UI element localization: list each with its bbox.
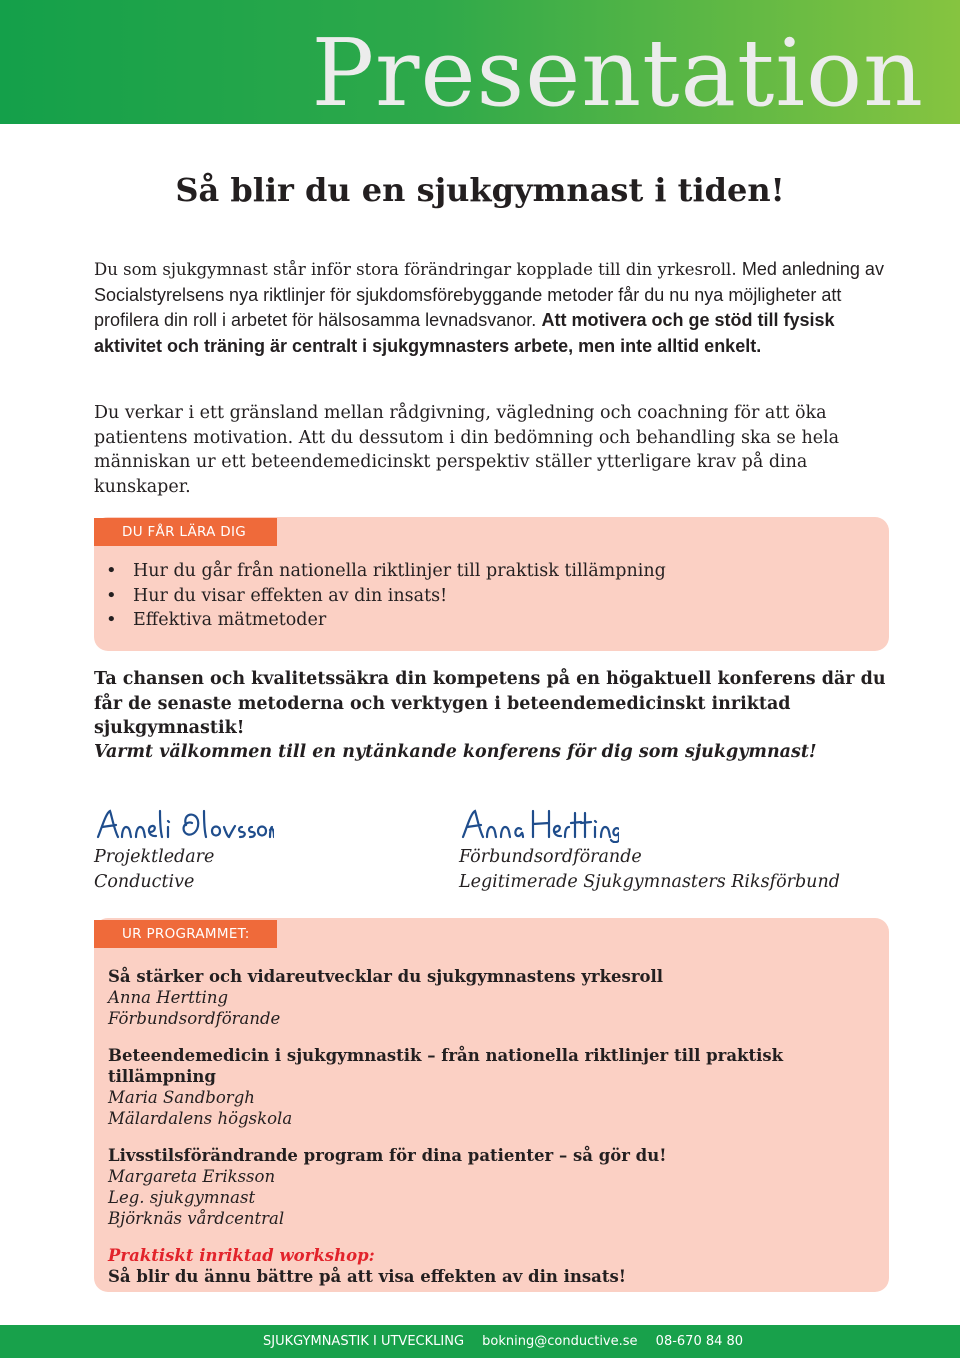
signature-anna-hertting <box>459 805 619 843</box>
signature-block-2 <box>459 805 840 895</box>
learn-item: • Effektiva mätmetoder <box>106 608 666 633</box>
program-item <box>108 966 878 1029</box>
header-banner <box>0 0 960 127</box>
program-item-speaker: Margareta Eriksson <box>108 1167 276 1186</box>
program-list <box>108 966 878 1303</box>
workshop-title: Så blir du ännu bättre på att visa effekten av din insats! <box>108 1267 627 1286</box>
intro-lead-sans: Med anledning av Socialstyrelsens nya riktlinjer för sjukdomsförebyggande metoder får du nu nya möjligheter att profilera din roll i arbetet för hälsosamma levnadsvanor. <box>94 259 884 330</box>
program-item-speaker: Maria Sandborgh <box>108 1088 255 1107</box>
headline: Så blir du en sjukgymnast i tiden! <box>175 171 785 209</box>
signature-block-1 <box>94 805 274 895</box>
learn-item: • Hur du går från nationella riktlinjer till praktisk tillämpning <box>106 559 666 584</box>
program-item-title: Så stärker och vidareutvecklar du sjukgymnastens yrkesroll <box>108 967 664 986</box>
footer-event: SJUKGYMNASTIK I UTVECKLING <box>263 1334 465 1349</box>
program-item-affiliation: Mälardalens högskola <box>108 1109 293 1128</box>
signer-role: Projektledare <box>94 847 215 867</box>
signature-anneli-olovsson <box>94 805 274 843</box>
intro-bold: Att motivera och ge stöd till fysisk aktivitet och träning är centralt i sjukgymnasters arbete, men inte alltid enkelt. <box>94 310 835 356</box>
intro-paragraph <box>94 257 894 359</box>
paragraph-2: Du verkar i ett gränsland mellan rådgivning, vägledning och coachning för att öka patientens motivation. Att du dessutom i din bedömning och behandling ska se hela människan ur ett beteendemedicinskt perspektiv ställer ytterligare krav på dina kunskaper. <box>94 403 840 497</box>
header-title: Presentation <box>311 19 924 127</box>
program-item-title: Beteendemedicin i sjukgymnastik – från nationella riktlinjer till praktisk tillämpning <box>108 1046 784 1086</box>
signer-role: Förbundsordförande <box>459 847 642 867</box>
signer-org: Legitimerade Sjukgymnasters Riksförbund <box>459 872 840 892</box>
program-item <box>108 1045 878 1129</box>
learn-tag: DU FÅR LÄRA DIG <box>94 518 277 546</box>
program-item-affiliation: Björknäs vårdcentral <box>108 1209 285 1228</box>
footer-email[interactable]: bokning@conductive.se <box>482 1334 638 1349</box>
footer-text <box>263 1325 757 1358</box>
program-item-speaker: Anna Hertting <box>108 988 229 1007</box>
program-item-role: Leg. sjukgymnast <box>108 1188 256 1207</box>
program-item-affiliation: Förbundsordförande <box>108 1009 281 1028</box>
learn-item: • Hur du visar effekten av din insats! <box>106 584 666 609</box>
workshop-label: Praktiskt inriktad workshop: <box>108 1246 375 1265</box>
program-workshop <box>108 1245 878 1287</box>
footer-phone: 08-670 84 80 <box>655 1334 744 1349</box>
program-item <box>108 1145 878 1229</box>
signer-org: Conductive <box>94 872 195 892</box>
learn-list <box>106 559 666 633</box>
welcome-line: Varmt välkommen till en nytänkande konferens för dig som sjukgymnast! <box>94 742 817 762</box>
intro-lead-serif: Du som sjukgymnast står inför stora förändringar kopplade till din yrkesroll. <box>94 260 737 279</box>
program-tag: UR PROGRAMMET: <box>94 920 277 948</box>
program-item-title: Livsstilsförändrande program för dina patienter – så gör du! <box>108 1146 667 1165</box>
chance-paragraph: Ta chansen och kvalitetssäkra din kompetens på en högaktuell konferens där du får de senaste metoderna och verktygen i beteendemedicinskt inriktad sjukgymnastik! <box>94 669 886 738</box>
footer-bar <box>0 1325 960 1358</box>
